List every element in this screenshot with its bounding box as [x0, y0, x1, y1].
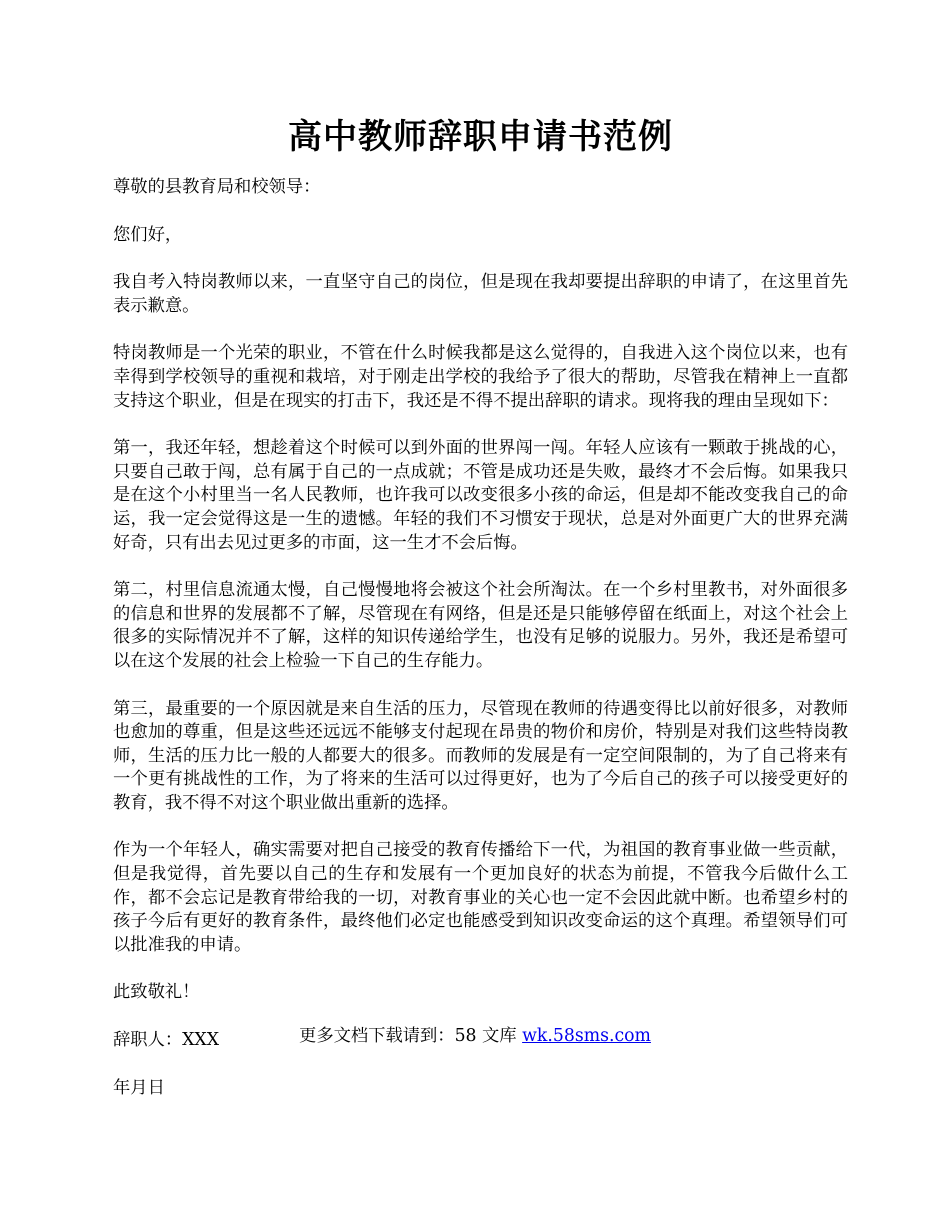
date: 年月日: [113, 1077, 165, 1098]
greeting: 您们好，: [113, 224, 183, 245]
body-paragraph: 第一，我还年轻，想趁着这个时候可以到外面的世界闯一闯。年轻人应该有一颗敢于挑战的心，只要自己敢于闯，总有属于自己的一点成就；不管是成功还是失败，最终才不会后悔。如果我只是在这个小村里当一名人民教师，也许我可以改变很多小孩的命运，但是却不能改变我自己的命运，我一定会觉得这是一生的遗憾。年轻的我们不习惯安于现状，总是对外面更广大的世界充满好奇，只有出去见过更多的市面，这一生才不会后悔。: [113, 438, 848, 553]
signature: 辞职人：XXX: [113, 1030, 220, 1051]
body-paragraph: 作为一个年轻人，确实需要对把自己接受的教育传播给下一代，为祖国的教育事业做一些贡献，但是我觉得，首先要以自己的生存和发展有一个更加良好的状态为前提，不管我今后做什么工作，都不会忘记是教育带给我的一切，对教育事业的关心也一定不会因此就中断。也希望乡村的孩子今后有更好的教育条件，最终他们必定也能感受到知识改变命运的这个真理。希望领导们可以批准我的申请。: [113, 840, 848, 955]
body-paragraph: 特岗教师是一个光荣的职业，不管在什么时候我都是这么觉得的，自我进入这个岗位以来，也有幸得到学校领导的重视和栽培，对于刚走出学校的我给予了很大的帮助，尽管我在精神上一直都支持这个职业，但是在现实的打击下，我还是不得不提出辞职的请求。现将我的理由呈现如下：: [113, 343, 848, 411]
body-paragraph: 我自考入特岗教师以来，一直坚守自己的岗位，但是现在我却要提出辞职的申请了，在这里首先表示歉意。: [113, 272, 848, 316]
closing: 此致敬礼！: [113, 982, 200, 1003]
body-paragraph: 第三，最重要的一个原因就是来自生活的压力，尽管现在教师的待遇变得比以前好很多，对教师也愈加的尊重，但是这些还远远不能够支付起现在昂贵的物价和房价，特别是对我们这些特岗教师，生活的压力比一般的人都要大的很多。而教师的发展是有一定空间限制的，为了自己将来有一个更有挑战性的工作，为了将来的生活可以过得更好，也为了今后自己的孩子可以接受更好的教育，我不得不对这个职业做出重新的选择。: [113, 698, 848, 813]
document-page: [113, 108, 848, 1124]
body-paragraph: 第二，村里信息流通太慢，自己慢慢地将会被这个社会所淘汰。在一个乡村里教书，对外面很多的信息和世界的发展都不了解，尽管现在有网络，但是还是只能够停留在纸面上，对这个社会上很多的实际情况并不了解，这样的知识传递给学生，也没有足够的说服力。另外，我还是希望可以在这个发展的社会上检验一下自己的生存能力。: [113, 580, 848, 671]
footer: [0, 1024, 950, 1048]
salutation: 尊敬的县教育局和校领导：: [113, 177, 321, 197]
document-title: 高中教师辞职申请书范例: [288, 117, 673, 157]
footer-link[interactable]: wk.58sms.com: [522, 1026, 651, 1046]
footer-text: 更多文档下载请到：58 文库: [299, 1026, 523, 1046]
